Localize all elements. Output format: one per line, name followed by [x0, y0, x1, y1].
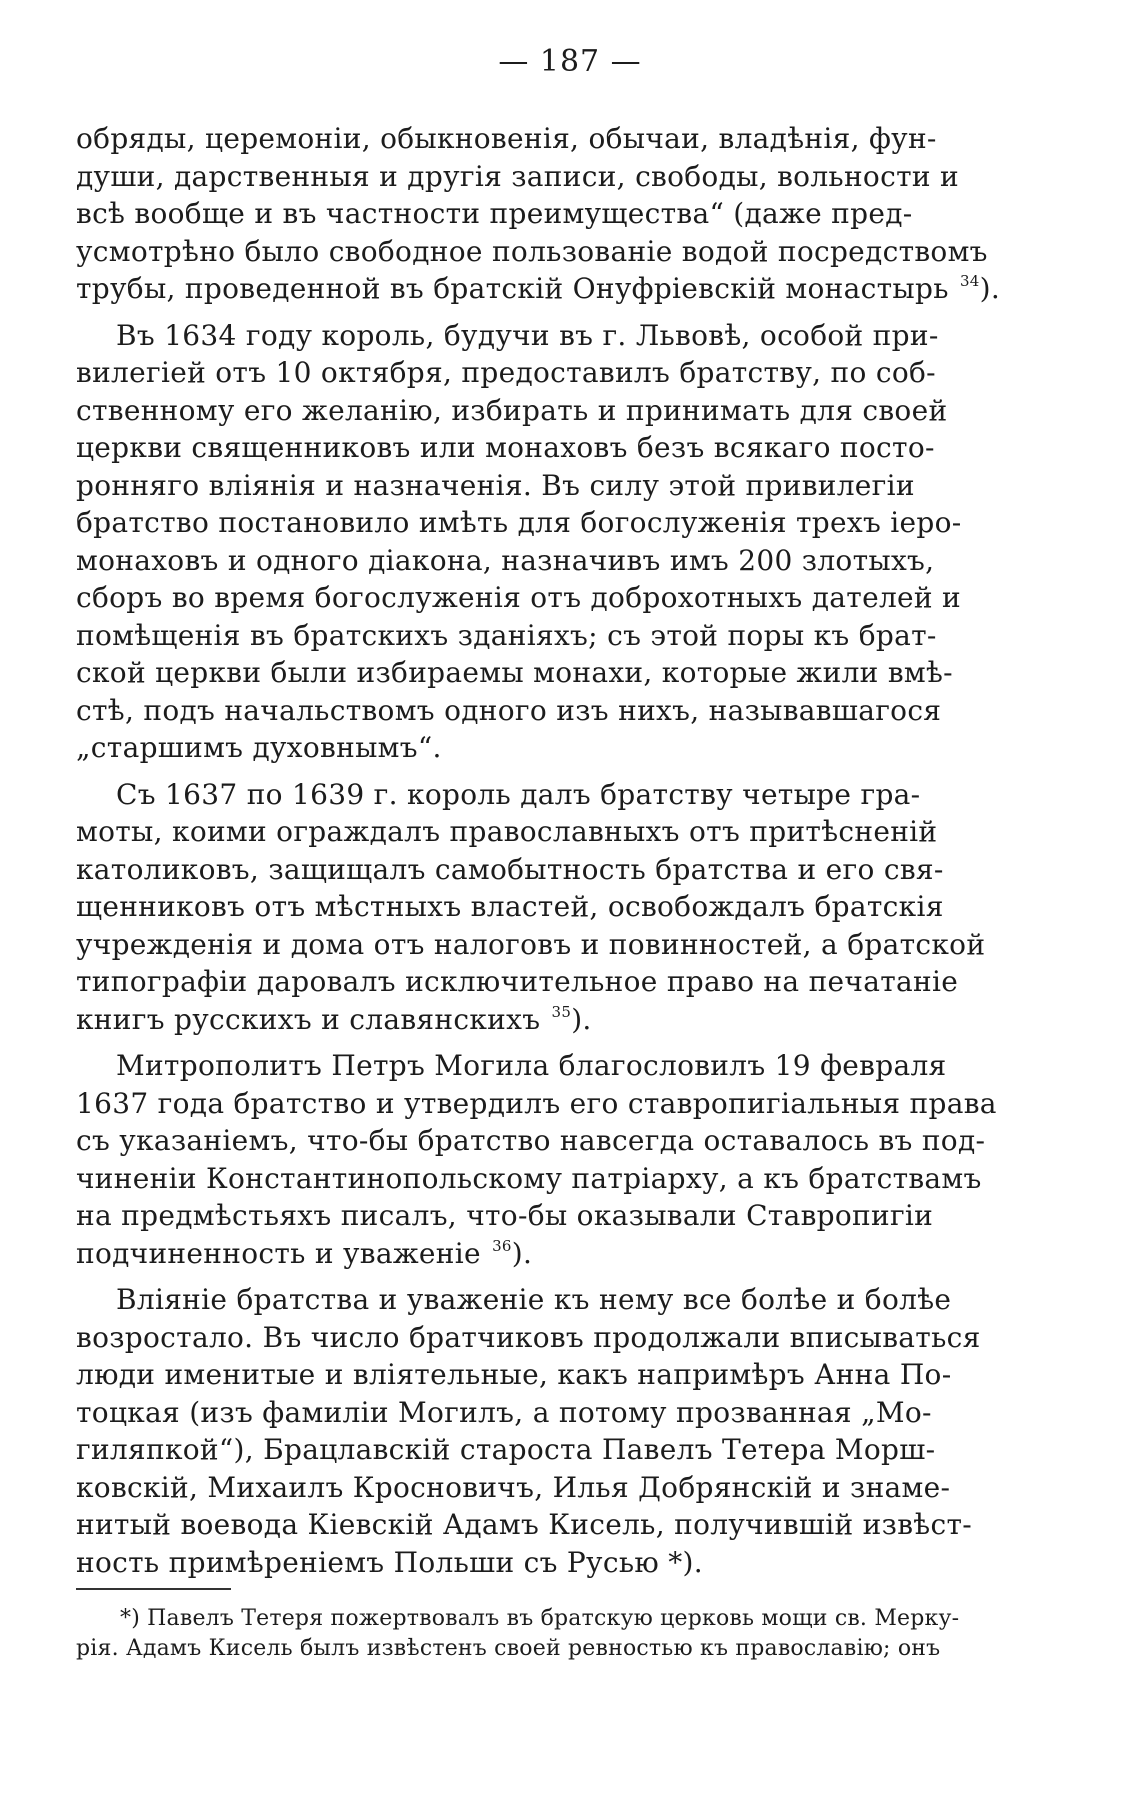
footnote-line: *) Павелъ Тетеря пожертвовалъ въ братскую церковь мощи св. Мерку-: [120, 1606, 960, 1631]
line-suffix: ).: [511, 1236, 533, 1270]
text-line: гиляпкой“), Брацлавскій староста Павелъ Тетера Морш-: [76, 1433, 936, 1466]
text-line: обряды, церемоніи, обыкновенія, обычаи, владѣнія, фун-: [76, 122, 937, 155]
footnote: [76, 1604, 1006, 1664]
text-line: [76, 270, 1006, 308]
text-line: съ указаніемъ, что-бы братство навсегда оставалось въ под-: [76, 1124, 986, 1157]
text-line: „старшимъ духовнымъ“.: [76, 731, 442, 764]
text-line: щенниковъ отъ мѣстныхъ властей, освобождалъ братскія: [76, 890, 944, 923]
line-suffix: ).: [571, 1002, 592, 1036]
text-line: ковскій, Михаилъ Кросновичъ, Илья Добрянскій и знаме-: [76, 1470, 951, 1504]
text-line: учрежденія и дома отъ налоговъ и повинностей, а братской: [76, 927, 986, 961]
text-line-body: подчиненность и уваженіе: [76, 1236, 481, 1270]
text-line: Въ 1634 году король, будучи въ г. Львовѣ, особой при-: [116, 318, 939, 352]
text-line: моты, коими ограждалъ православныхъ отъ притѣсненій: [76, 815, 938, 848]
paragraph: [76, 1047, 1006, 1272]
text-line: чиненіи Константинопольскому патріарху, а къ братствамъ: [76, 1161, 982, 1195]
footnote-ref: 34: [959, 272, 980, 290]
text-line: [76, 1001, 1006, 1039]
body-text: [76, 120, 1006, 1581]
text-line: ность примѣреніемъ Польши съ Русью *).: [76, 1545, 703, 1579]
text-line: типографіи даровалъ исключительное право на печатаніе: [76, 965, 959, 998]
text-line: сборъ во время богослуженія отъ доброхотныхъ дателей и: [76, 581, 962, 614]
text-line: стѣ, подъ начальствомъ одного изъ нихъ, называвшагося: [76, 693, 942, 727]
text-line: помѣщенія въ братскихъ зданіяхъ; съ этой поры къ брат-: [76, 618, 937, 652]
text-line: церкви священниковъ или монаховъ безъ всякаго посто-: [76, 431, 935, 464]
text-line: монаховъ и одного діакона, назначивъ имъ 200 злотыхъ,: [76, 543, 935, 577]
text-line: усмотрѣно было свободное пользованіе водой посредствомъ: [76, 234, 988, 268]
text-line: тоцкая (изъ фамиліи Могилъ, а потому прозванная „Мо-: [76, 1395, 932, 1429]
footnote-divider: [76, 1588, 231, 1590]
paragraph: [76, 120, 1006, 308]
line-suffix: ).: [979, 272, 1001, 305]
footnote-line: рія. Адамъ Кисель былъ извѣстенъ своей ревностью къ православію; онъ: [76, 1636, 941, 1661]
text-line: Вліяніе братства и уваженіе къ нему все болѣе и болѣе: [116, 1283, 952, 1316]
text-line: вилегіей отъ 10 октября, предоставилъ братству, по соб-: [76, 356, 936, 389]
text-line: 1637 года братство и утвердилъ его ставропигіальныя права: [76, 1086, 997, 1120]
text-line: души, дарственныя и другія записи, свободы, вольности и: [76, 159, 959, 193]
text-line: люди именитые и вліятельные, какъ напримѣръ Анна По-: [76, 1358, 952, 1391]
paragraph: [76, 317, 1006, 767]
paragraph: [76, 776, 1006, 1039]
text-line: всѣ вообще и въ частности преимущества“ (даже пред-: [76, 197, 913, 230]
text-line: Митрополитъ Петръ Могила благословилъ 19 февраля: [116, 1049, 947, 1082]
text-line: нитый воевода Кіевскій Адамъ Кисель, получившій извѣст-: [76, 1508, 972, 1541]
text-line-body: трубы, проведенной въ братскій Онуфріевскій монастырь: [76, 272, 949, 305]
text-line: братство постановило имѣть для богослуженія трехъ іеро-: [76, 506, 962, 539]
text-line: Съ 1637 по 1639 г. король далъ братству четыре гра-: [116, 777, 921, 811]
page-number: — 187 —: [498, 44, 642, 79]
text-line: возростало. Въ число братчиковъ продолжали вписываться: [76, 1320, 981, 1354]
text-line: ской церкви были избираемы монахи, которые жили вмѣ-: [76, 656, 953, 689]
footnote-ref: 36: [492, 1236, 512, 1255]
text-line: на предмѣстьяхъ писалъ, что-бы оказывали Ставропигіи: [76, 1199, 934, 1232]
footnote-ref: 35: [551, 1002, 572, 1021]
paragraph: [76, 1281, 1006, 1581]
text-line: ронняго вліянія и назначенія. Въ силу этой привилегіи: [76, 468, 915, 502]
text-line: католиковъ, защищалъ самобытность братства и его свя-: [76, 852, 944, 886]
text-line: [76, 1235, 1006, 1273]
text-line-body: книгъ русскихъ и славянскихъ: [76, 1002, 541, 1036]
text-line: ственному его желанію, избирать и принимать для своей: [76, 393, 948, 427]
